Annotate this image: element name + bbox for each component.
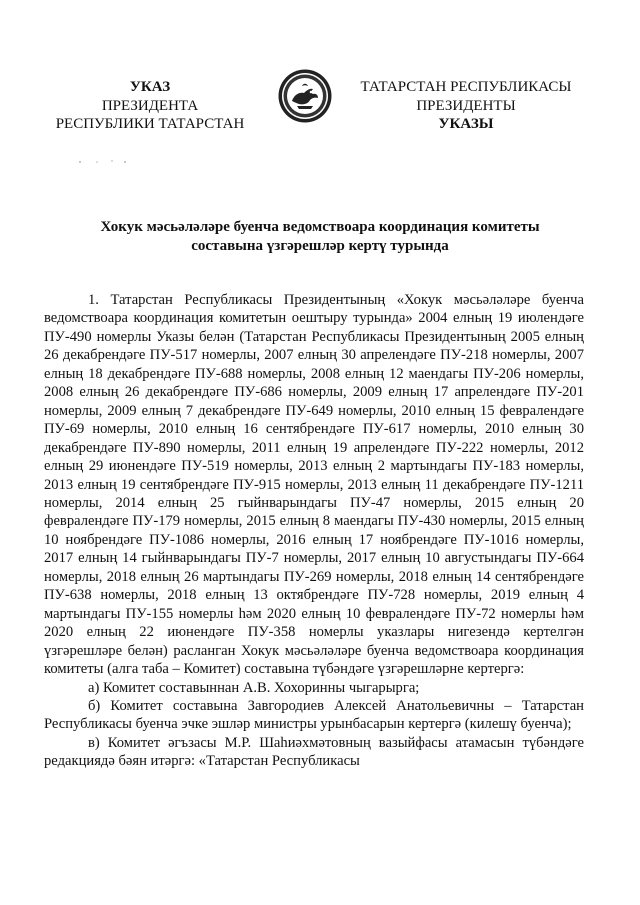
document-body (44, 291, 584, 771)
document-title (60, 218, 580, 256)
header-left-block (52, 78, 248, 134)
header-left-subtitle: ПРЕЗИДЕНТА (101, 97, 199, 114)
title-line-1: Хокук мәсьәләләре буенча ведомствоара координация комитеты (100, 219, 540, 235)
header-right-subtitle: ПРЕЗИДЕНТЫ (416, 97, 516, 114)
title-line-2: составына үзгәрешләр кертү турында (191, 238, 449, 254)
header-left-title: УКАЗ (129, 79, 171, 95)
header-left-republic: РЕСПУБЛИКИ ТАТАРСТАН (55, 116, 245, 132)
header-right-block (350, 78, 582, 134)
header-right-title: УКАЗЫ (438, 116, 494, 132)
item-c: в) Комитет әгъзасы М.Р. Шаһиәхмәтовның вазыйфасы атамасын түбәндәге редакциядә бәян итәргә: «Татарстан Республикасы (44, 734, 584, 770)
paragraph-1: 1. Татарстан Республикасы Президентының «Хокук мәсьәләләре буенча ведомствоара координация комитетын оештыру турында» 2004 елның 19 июлендәге ПУ-490 номерлы Указы белән (Татарстан Республикасы Президентының 2005 елның 26 декабрендәге ПУ-517 номерлы, 2007 елның 30 апрелендәге ПУ-218 номерлы, 2007 елның 18 декабрендәге ПУ-688 номерлы, 2008 елның 12 маендагы ПУ-206 номерлы, 2008 елның 26 декабрендәге ПУ-686 номерлы, 2009 елның 17 апрелендәге ПУ-201 номерлы, 2009 елның 7 декабрендәге ПУ-649 номерлы, 2010 елның 15 февралендәге ПУ-69 номерлы, 2010 елның 16 сентябрендәге ПУ-617 номерлы, 2010 елның 30 декабрендәге ПУ-890 номерлы, 2011 елның 19 апрелендәге ПУ-222 номерлы, 2012 елның 29 июнендәге ПУ-519 номерлы, 2013 елның 2 мартындагы ПУ-183 номерлы, 2013 елның 19 сентябрендәге ПУ-915 номерлы, 2013 елның 11 декабрендәге ПУ-1211 номерлы, 2014 елның 25 гыйнварындагы ПУ-47 номерлы, 2015 елның 20 февралендәге ПУ-179 номерлы, 2015 елның 8 маендагы ПУ-430 номерлы, 2015 елның 10 ноябрендәге ПУ-1086 номерлы, 2016 елның 17 ноябрендәге ПУ-1016 номерлы, 2017 елның 14 гыйнварындагы ПУ-7 номерлы, 2017 елның 10 августындагы ПУ-664 номерлы, 2018 елның 26 мартындагы ПУ-269 номерлы, 2018 елның 14 сентябрендәге ПУ-638 номерлы, 2018 елның 13 октябрендәге ПУ-728 номерлы, 2019 елның 4 мартындагы ПУ-155 номерлы һәм 2020 елның 10 февралендәге ПУ-72 номерлы һәм 2020 елның 22 июнендәге ПУ-358 номерлы указлары нигезендә кертелгән үзгәрешләре белән) расланган Хокук мәсьәләләре буенча ведомствоара координация комитеты (алга таба – Комитет) составына түбәндәге үзгәрешләрне кертергә: (44, 292, 584, 678)
item-a: а) Комитет составыннан А.В. Хохоринны чыгарырга; (88, 679, 420, 696)
scan-specks (78, 152, 128, 158)
item-b: б) Комитет составына Завгородиев Алексей Анатольевичны – Татарстан Республикасы буенча эчке эшләр министры урынбасарын кертергә (килешү буенча); (44, 697, 584, 733)
header-right-republic: ТАТАРСТАН РЕСПУБЛИКАСЫ (360, 79, 572, 95)
tatarstan-coat-of-arms-icon (277, 68, 333, 124)
